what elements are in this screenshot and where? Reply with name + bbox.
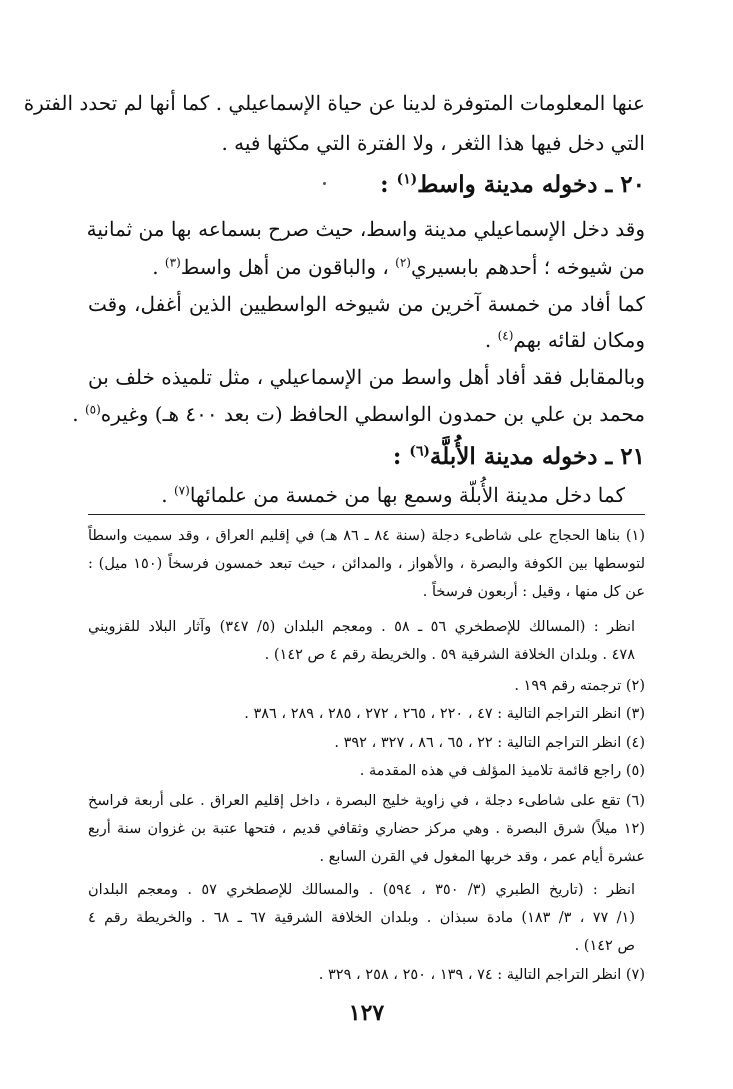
footnote-line: ٤٧٨ . وبلدان الخلافة الشرقية ٥٩ . والخريطة رقم ٤ ص ١٤٢) . [264,647,635,663]
body-line: كما أفاد من خمسة آخرين من شيوخه الواسطيين الذين أغفل، وقت [88,292,645,316]
footnote-ref: (٤) [497,328,514,343]
body-line: عنها المعلومات المتوفرة لدينا عن حياة الإسماعيلي . كما أنها لم تحدد الفترة [23,91,645,115]
footnote-ref: (٣) [164,255,181,270]
footnote-line: (٣) انظر التراجم التالية : ٤٧ ، ٢٢٠ ، ٢٦٥ ، ٢٧٢ ، ٢٨٥ ، ٢٨٩ ، ٣٨٦ . [244,706,645,722]
body-line: وقد دخل الإسماعيلي مدينة واسط، حيث صرح بسماعه بها من ثمانية [86,217,645,241]
footnote-line: ص ١٤٢) . [574,938,635,954]
footnote-line: عن كل منها ، وقيل : أربعون فرسخاً . [422,584,645,600]
footnote-line: (٤) انظر التراجم التالية : ٢٢ ، ٦٥ ، ٨٦ ، ٣٢٧ ، ٣٩٢ . [334,735,645,751]
footnote-line: انظر : (المسالك للإصطخري ٥٦ ـ ٥٨ . ومعجم البلدان (٥/ ٣٤٧) وآثار البلاد للقزويني [88,619,636,635]
footnote-ref: (٥) [84,402,101,417]
footnote-ref: (١) [396,171,418,188]
footnote-line: (٦) تقع على شاطىء دجلة ، في زاوية خليج البصرة ، داخل إقليم العراق . على أربعة فراسخ [88,793,645,809]
footnote-ref: (٦) [409,443,430,460]
footnote-line: (١٢ ميلاً) شرق البصرة . وهي مركز حضاري وثقافي قديم ، فتحها عتبة بن غزوان سنة أربع [88,821,645,837]
footnote-ref: (٧) [173,483,190,498]
footnote-line: (٥) راجع قائمة تلاميذ المؤلف في هذه المقدمة . [359,763,645,779]
footnote-line: (٢) ترجمته رقم ١٩٩ . [514,678,645,694]
footnote-line: انظر : (تاريخ الطبري (٣/ ٣٥٠ ، ٥٩٤) . والمسالك للإصطخري ٥٧ . ومعجم البلدان [88,882,636,898]
body-line: من شيوخه ؛ أحدهم بابسيري$^{(٢)}$ ، والباقون من أهل واسط$^{(٣)}$ . [152,255,645,279]
section-heading-wasit: ٢٠ ـ دخوله مدينة واسط$^{(١)}$ : [380,171,645,198]
footnote-line: لتوسطها بين الكوفة والبصرة ، والأهواز ، والمدائن ، حيث تبعد خمسون فرسخاً (١٥٠ ميل) : [88,556,645,572]
footnote-line: (١/ ٧٧ ، ٣/ ١٨٣) مادة سبذان . وبلدان الخلافة الشرقية ٦٧ ـ ٦٨ . والخريطة رقم ٤ [88,910,635,926]
footnote-line: (١) بناها الحجاج على شاطىء دجلة (سنة ٨٤ ـ ٨٦ هـ) في إقليم العراق ، وقد سميت واسطاً [88,528,646,544]
body-line: ومكان لقائه بهم$^{(٤)}$ . [484,328,645,352]
body-line: كما دخل مدينة الأُبلّة وسمع بها من خمسة من علمائها$^{(٧)}$ . [161,483,625,507]
body-line: محمد بن علي بن حمدون الواسطي الحافظ (ت بعد ٤٠٠ هـ) وغيره$^{(٥)}$ . [72,402,645,426]
footnote-separator [88,514,645,515]
footnote-ref: (٢) [395,255,411,270]
footnote-line: (٧) انظر التراجم التالية : ٧٤ ، ١٣٩ ، ٢٥٠ ، ٢٥٨ ، ٣٢٩ . [318,967,645,983]
body-line: التي دخل فيها هذا الثغر ، ولا الفترة التي مكثها فيه . [221,131,645,155]
section-heading-ubulla: ٢١ ـ دخوله مدينة الأُبلَّة$^{(٦)}$ : [392,443,645,470]
page-number: ١٢٧ [348,1000,385,1026]
stray-dot [323,182,326,185]
body-line: وبالمقابل فقد أفاد أهل واسط من الإسماعيلي ، مثل تلميذه خلف بن [88,365,645,389]
footnote-line: عشرة أيام عمر ، وقد خربها المغول في القرن السابع . [319,849,645,865]
